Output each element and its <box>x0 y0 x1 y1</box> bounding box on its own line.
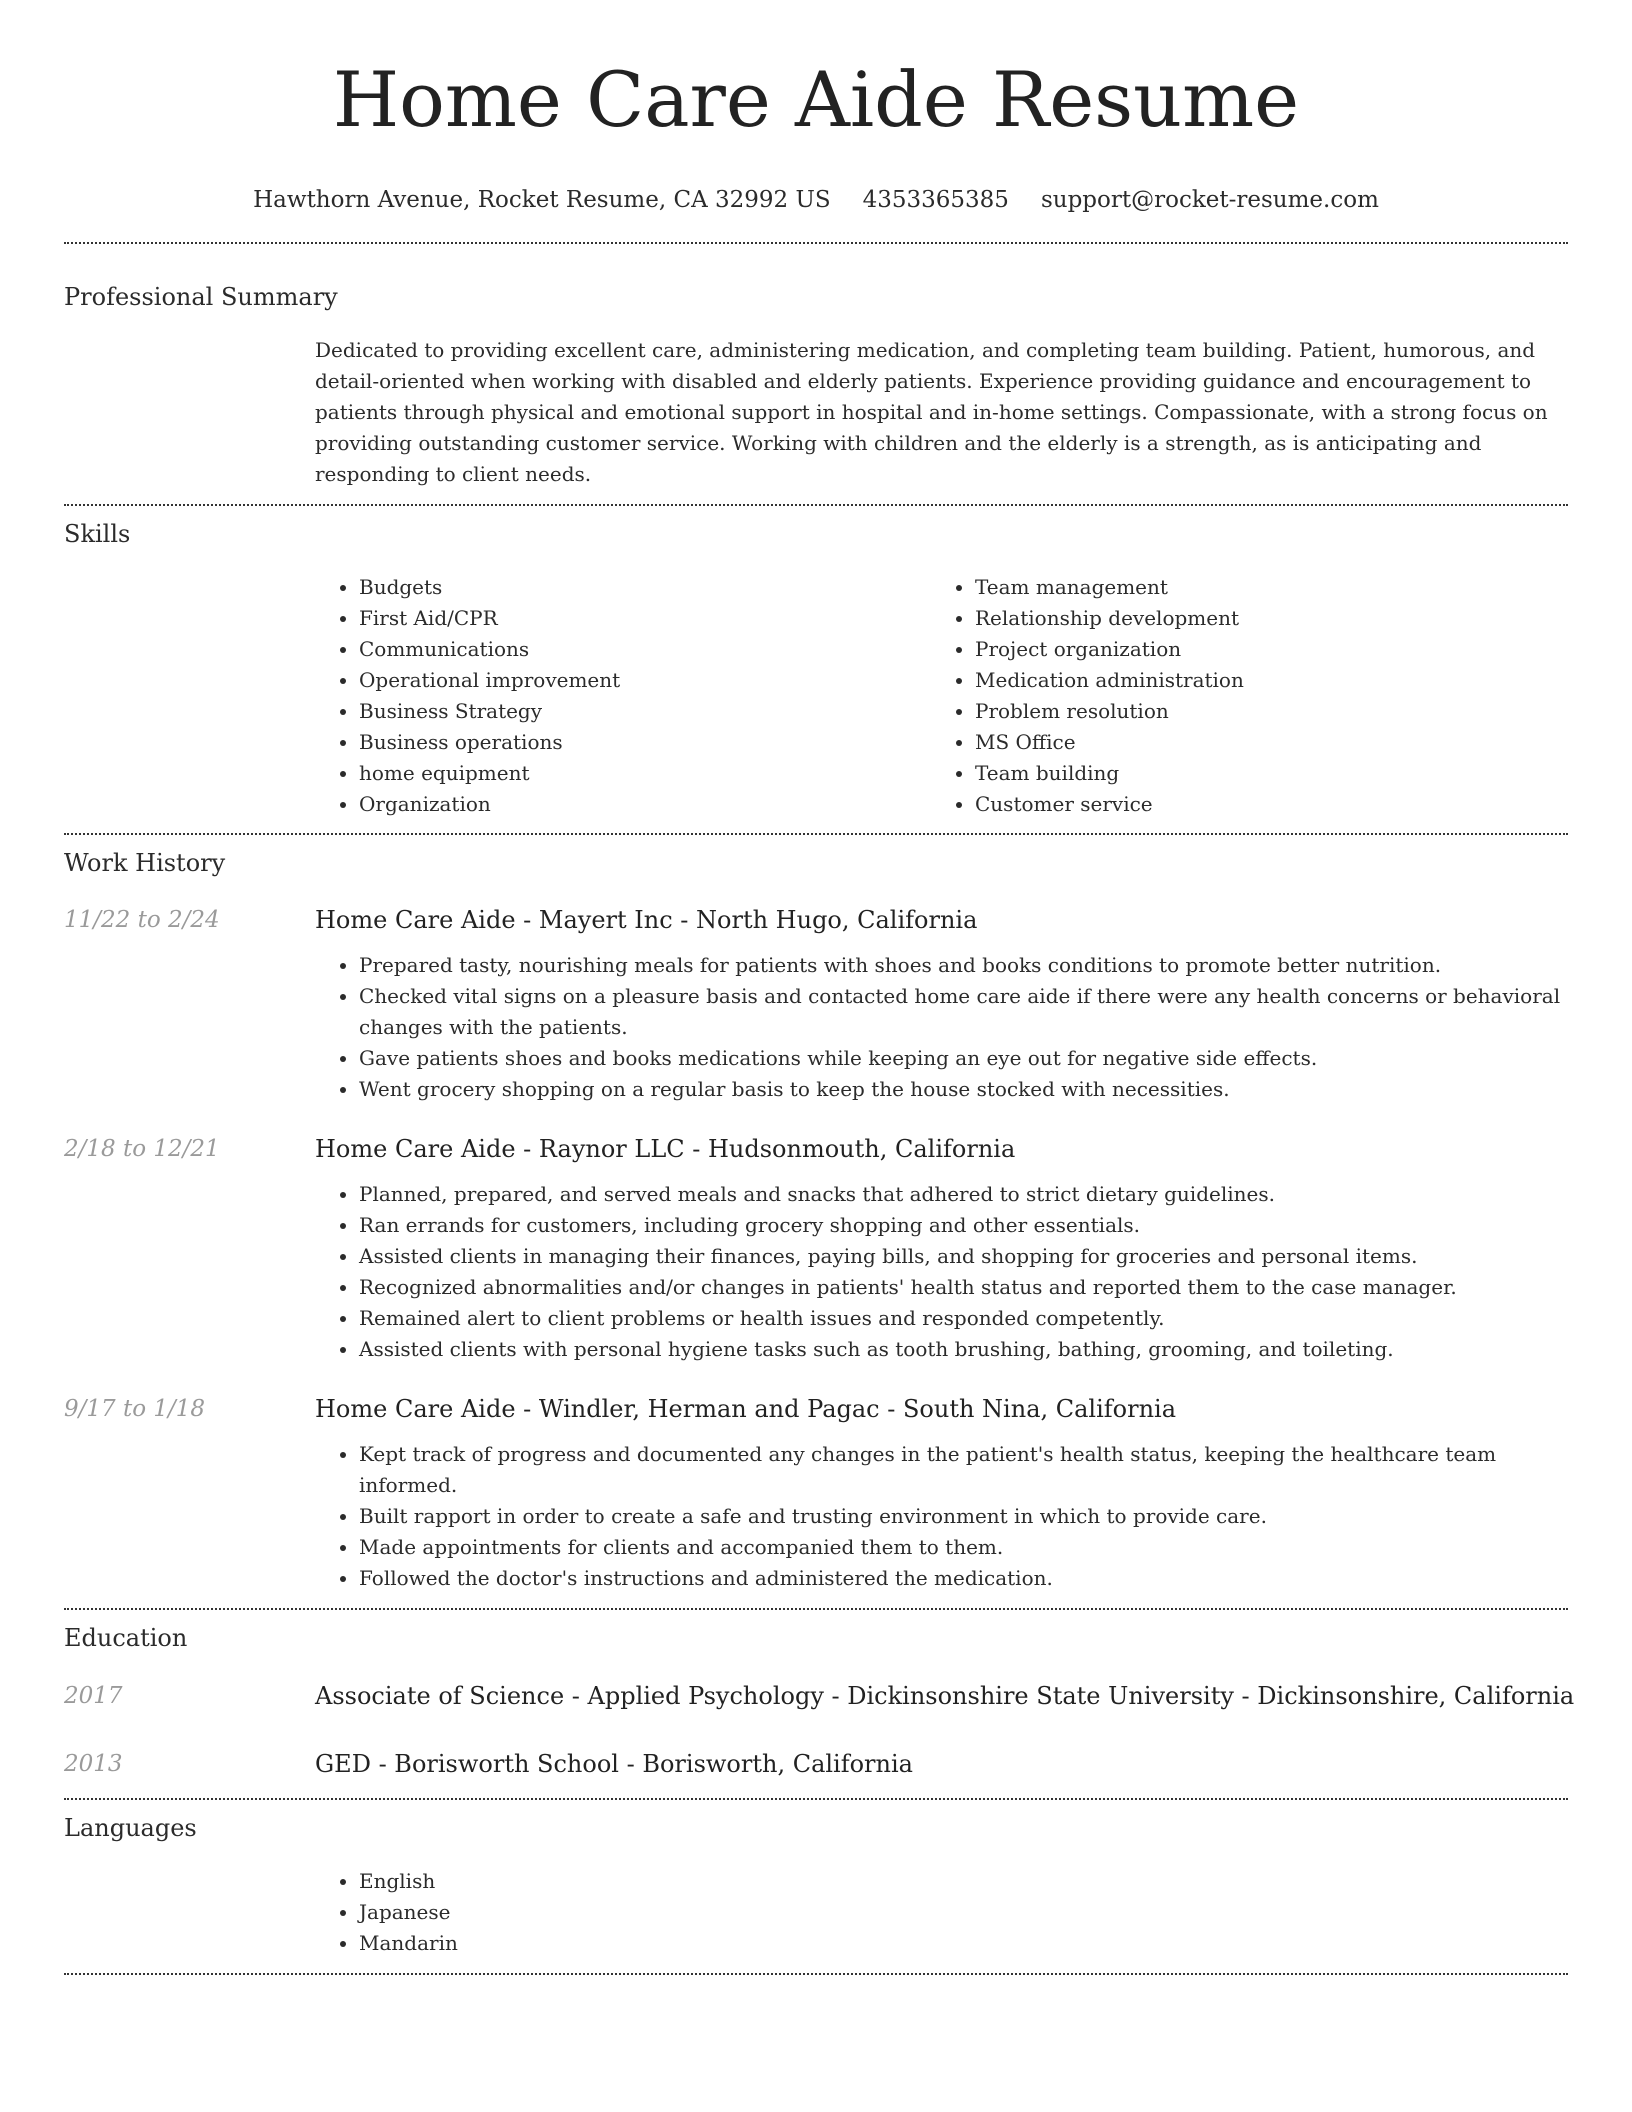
work-heading: Work History <box>64 849 226 877</box>
job-bullet: • Followed the doctor's instructions and administered the medication. <box>359 1563 1568 1594</box>
divider <box>64 833 1568 835</box>
job-bullet: • Gave patients shoes and books medications while keeping an eye out for negative side effects. <box>359 1043 1568 1074</box>
summary-section <box>64 281 1568 490</box>
education-year: 2017 <box>64 1683 123 1709</box>
skill-item: • Medication administration <box>975 665 1547 696</box>
job-dates: 9/17 to 1/18 <box>64 1396 206 1422</box>
skills-section <box>64 518 1568 820</box>
job-bullet: • Made appointments for clients and accompanied them to them. <box>359 1532 1568 1563</box>
education-entry <box>64 1748 1568 1780</box>
job-dates: 2/18 to 12/21 <box>64 1136 220 1162</box>
job-bullet: • Went grocery shopping on a regular basis to keep the house stocked with necessities. <box>359 1074 1568 1105</box>
job-bullets <box>315 950 1568 1105</box>
job-bullets <box>315 1179 1568 1365</box>
job-bullet: • Prepared tasty, nourishing meals for patients with shoes and books conditions to promote better nutrition. <box>359 950 1568 981</box>
education-entry <box>64 1680 1575 1712</box>
contact-address: Hawthorn Avenue, Rocket Resume, CA 32992 US <box>253 187 831 213</box>
contact-email: support@rocket-resume.com <box>1040 187 1379 213</box>
skill-item: • Budgets <box>359 572 931 603</box>
skills-list-left <box>315 572 931 820</box>
skill-item: • Communications <box>359 634 931 665</box>
summary-text: Dedicated to providing excellent care, administering medication, and completing team building. Patient, humorous, and detail-oriented when working with disabled and elderly patients. Experience providing guidance and encouragement to patients through physical and emotional support in hospital and in-home settings. Compassionate, with a strong focus on providing outstanding customer service. Working with children and the elderly is a strength, as is anticipating and responding to client needs. <box>315 338 1548 486</box>
skill-item: • Business operations <box>359 727 931 758</box>
skill-item: • MS Office <box>975 727 1547 758</box>
divider <box>64 1798 1568 1800</box>
job-header <box>64 904 1568 936</box>
divider <box>64 1608 1568 1610</box>
skill-item: • Problem resolution <box>975 696 1547 727</box>
education-detail: GED - Borisworth School - Borisworth, California <box>315 1750 913 1778</box>
languages-section <box>64 1812 1568 1959</box>
summary-heading: Professional Summary <box>64 283 338 311</box>
job-bullets <box>315 1439 1568 1594</box>
skill-item: • First Aid/CPR <box>359 603 931 634</box>
skills-list-right <box>931 572 1547 820</box>
job-dates: 11/22 to 2/24 <box>64 907 220 933</box>
skill-item: • Team building <box>975 758 1547 789</box>
job-entry <box>64 1133 1568 1365</box>
job-bullet: • Recognized abnormalities and/or changes in patients' health status and reported them to the case manager. <box>359 1272 1568 1303</box>
work-section <box>64 847 1568 1594</box>
job-bullet: • Built rapport in order to create a safe and trusting environment in which to provide care. <box>359 1501 1568 1532</box>
language-item: • English <box>359 1866 1568 1897</box>
education-section <box>64 1622 1575 1780</box>
languages-list <box>315 1866 1568 1959</box>
job-bullet: • Remained alert to client problems or health issues and responded competently. <box>359 1303 1568 1334</box>
divider <box>64 1973 1568 1975</box>
job-bullet: • Kept track of progress and documented any changes in the patient's health status, keeping the healthcare team informed. <box>359 1439 1568 1501</box>
job-header <box>64 1133 1568 1165</box>
job-bullet: • Assisted clients in managing their finances, paying bills, and shopping for groceries and personal items. <box>359 1241 1568 1272</box>
contact-line <box>64 184 1568 216</box>
job-title: Home Care Aide - Mayert Inc - North Hugo, California <box>315 906 978 934</box>
skill-item: • Project organization <box>975 634 1547 665</box>
job-header <box>64 1393 1568 1425</box>
job-entry <box>64 904 1568 1105</box>
skills-columns <box>315 572 1568 820</box>
skill-item: • Relationship development <box>975 603 1547 634</box>
education-year: 2013 <box>64 1751 123 1777</box>
skill-item: • Customer service <box>975 789 1547 820</box>
skill-item: • Team management <box>975 572 1547 603</box>
skill-item: • home equipment <box>359 758 931 789</box>
divider <box>64 242 1568 244</box>
education-heading: Education <box>64 1624 188 1652</box>
skills-heading: Skills <box>64 520 131 548</box>
summary-body <box>315 335 1568 490</box>
job-title: Home Care Aide - Raynor LLC - Hudsonmouth, California <box>315 1135 1016 1163</box>
job-bullet: • Planned, prepared, and served meals and snacks that adhered to strict dietary guidelines. <box>359 1179 1568 1210</box>
education-detail: Associate of Science - Applied Psychology - Dickinsonshire State University - Dickinsonshire, California <box>315 1682 1575 1710</box>
contact-phone: 4353365385 <box>862 187 1009 213</box>
language-item: • Japanese <box>359 1897 1568 1928</box>
skill-item: • Organization <box>359 789 931 820</box>
job-title: Home Care Aide - Windler, Herman and Pagac - South Nina, California <box>315 1395 1177 1423</box>
languages-body <box>315 1866 1568 1959</box>
job-entry <box>64 1393 1568 1594</box>
job-bullet: • Assisted clients with personal hygiene tasks such as tooth brushing, bathing, grooming, and toileting. <box>359 1334 1568 1365</box>
languages-heading: Languages <box>64 1814 197 1842</box>
resume-title: Home Care Aide Resume <box>332 55 1300 144</box>
language-item: • Mandarin <box>359 1928 1568 1959</box>
job-bullet: • Ran errands for customers, including grocery shopping and other essentials. <box>359 1210 1568 1241</box>
divider <box>64 504 1568 506</box>
job-bullet: • Checked vital signs on a pleasure basis and contacted home care aide if there were any health concerns or behavioral changes with the patients. <box>359 981 1568 1043</box>
skill-item: • Operational improvement <box>359 665 931 696</box>
skill-item: • Business Strategy <box>359 696 931 727</box>
